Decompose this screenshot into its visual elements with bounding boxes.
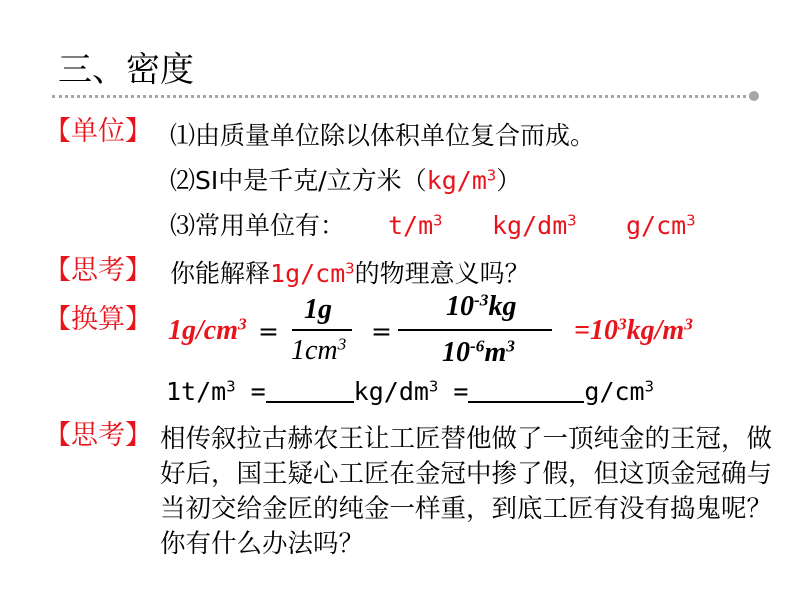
think-highlight-unit: $1g/cm^3$ xyxy=(270,259,355,288)
think-paragraph-2: 相传叙拉古赫农王让工匠替他做了一顶纯金的王冠，做好后，国王疑心工匠在金冠中掺了假，但这顶金冠确与当初交给金匠的纯金一样重，到底工匠有没有捣鬼呢？你有什么办法吗？ xyxy=(160,424,773,559)
unit-g-cm3: $g/cm^3$ xyxy=(626,211,696,240)
convert-lhs: $1g/cm^3$ xyxy=(168,314,247,346)
units-line-3 xyxy=(170,211,345,241)
units-line-2 xyxy=(170,166,521,196)
dotted-divider xyxy=(52,95,752,98)
convert-result: $=10^3kg/m^3$ xyxy=(574,314,693,346)
unit-t-m3: $t/m^3$ xyxy=(388,211,443,240)
units-line-1: ⑴由质量单位除以体积单位复合而成。 xyxy=(170,121,596,150)
think-question-1: 你能解释$1g/cm^3$的物理意义吗？ xyxy=(170,259,530,288)
units-line-3-prefix: ⑶常用单位有： xyxy=(170,211,346,240)
fraction1-bar xyxy=(292,329,352,331)
si-unit: $kg/m^3$ xyxy=(426,166,497,195)
exercise-blank-1[interactable] xyxy=(266,376,354,403)
think-tag-2: 【思考】 xyxy=(44,420,152,451)
exercise-line: $1t/m^3 = kg/dm^3 = g/cm^3$ xyxy=(166,377,654,406)
fraction1-denominator: $1cm^3$ xyxy=(291,334,347,366)
units-line-2-prefix: ⑵SI中是千克/立方米（ xyxy=(170,166,427,195)
divider-end-dot xyxy=(749,91,759,101)
fraction2-denominator: $10^{-6}m^3$ xyxy=(442,336,515,368)
units-tag: 【单位】 xyxy=(44,116,152,147)
fraction2-numerator: $10^{-3}kg$ xyxy=(446,290,517,322)
slide-title: 三、密度 xyxy=(58,50,194,90)
think-tag-1: 【思考】 xyxy=(44,255,152,286)
units-line-2-suffix: ） xyxy=(496,166,522,195)
convert-equals-1: = xyxy=(258,317,279,346)
exercise-blank-2[interactable] xyxy=(468,376,584,403)
convert-equals-2: = xyxy=(371,317,392,346)
unit-kg-dm3: $kg/dm^3$ xyxy=(492,211,577,240)
fraction1-numerator: 1g xyxy=(304,294,332,325)
fraction2-bar xyxy=(398,329,552,331)
convert-tag: 【换算】 xyxy=(44,304,152,335)
